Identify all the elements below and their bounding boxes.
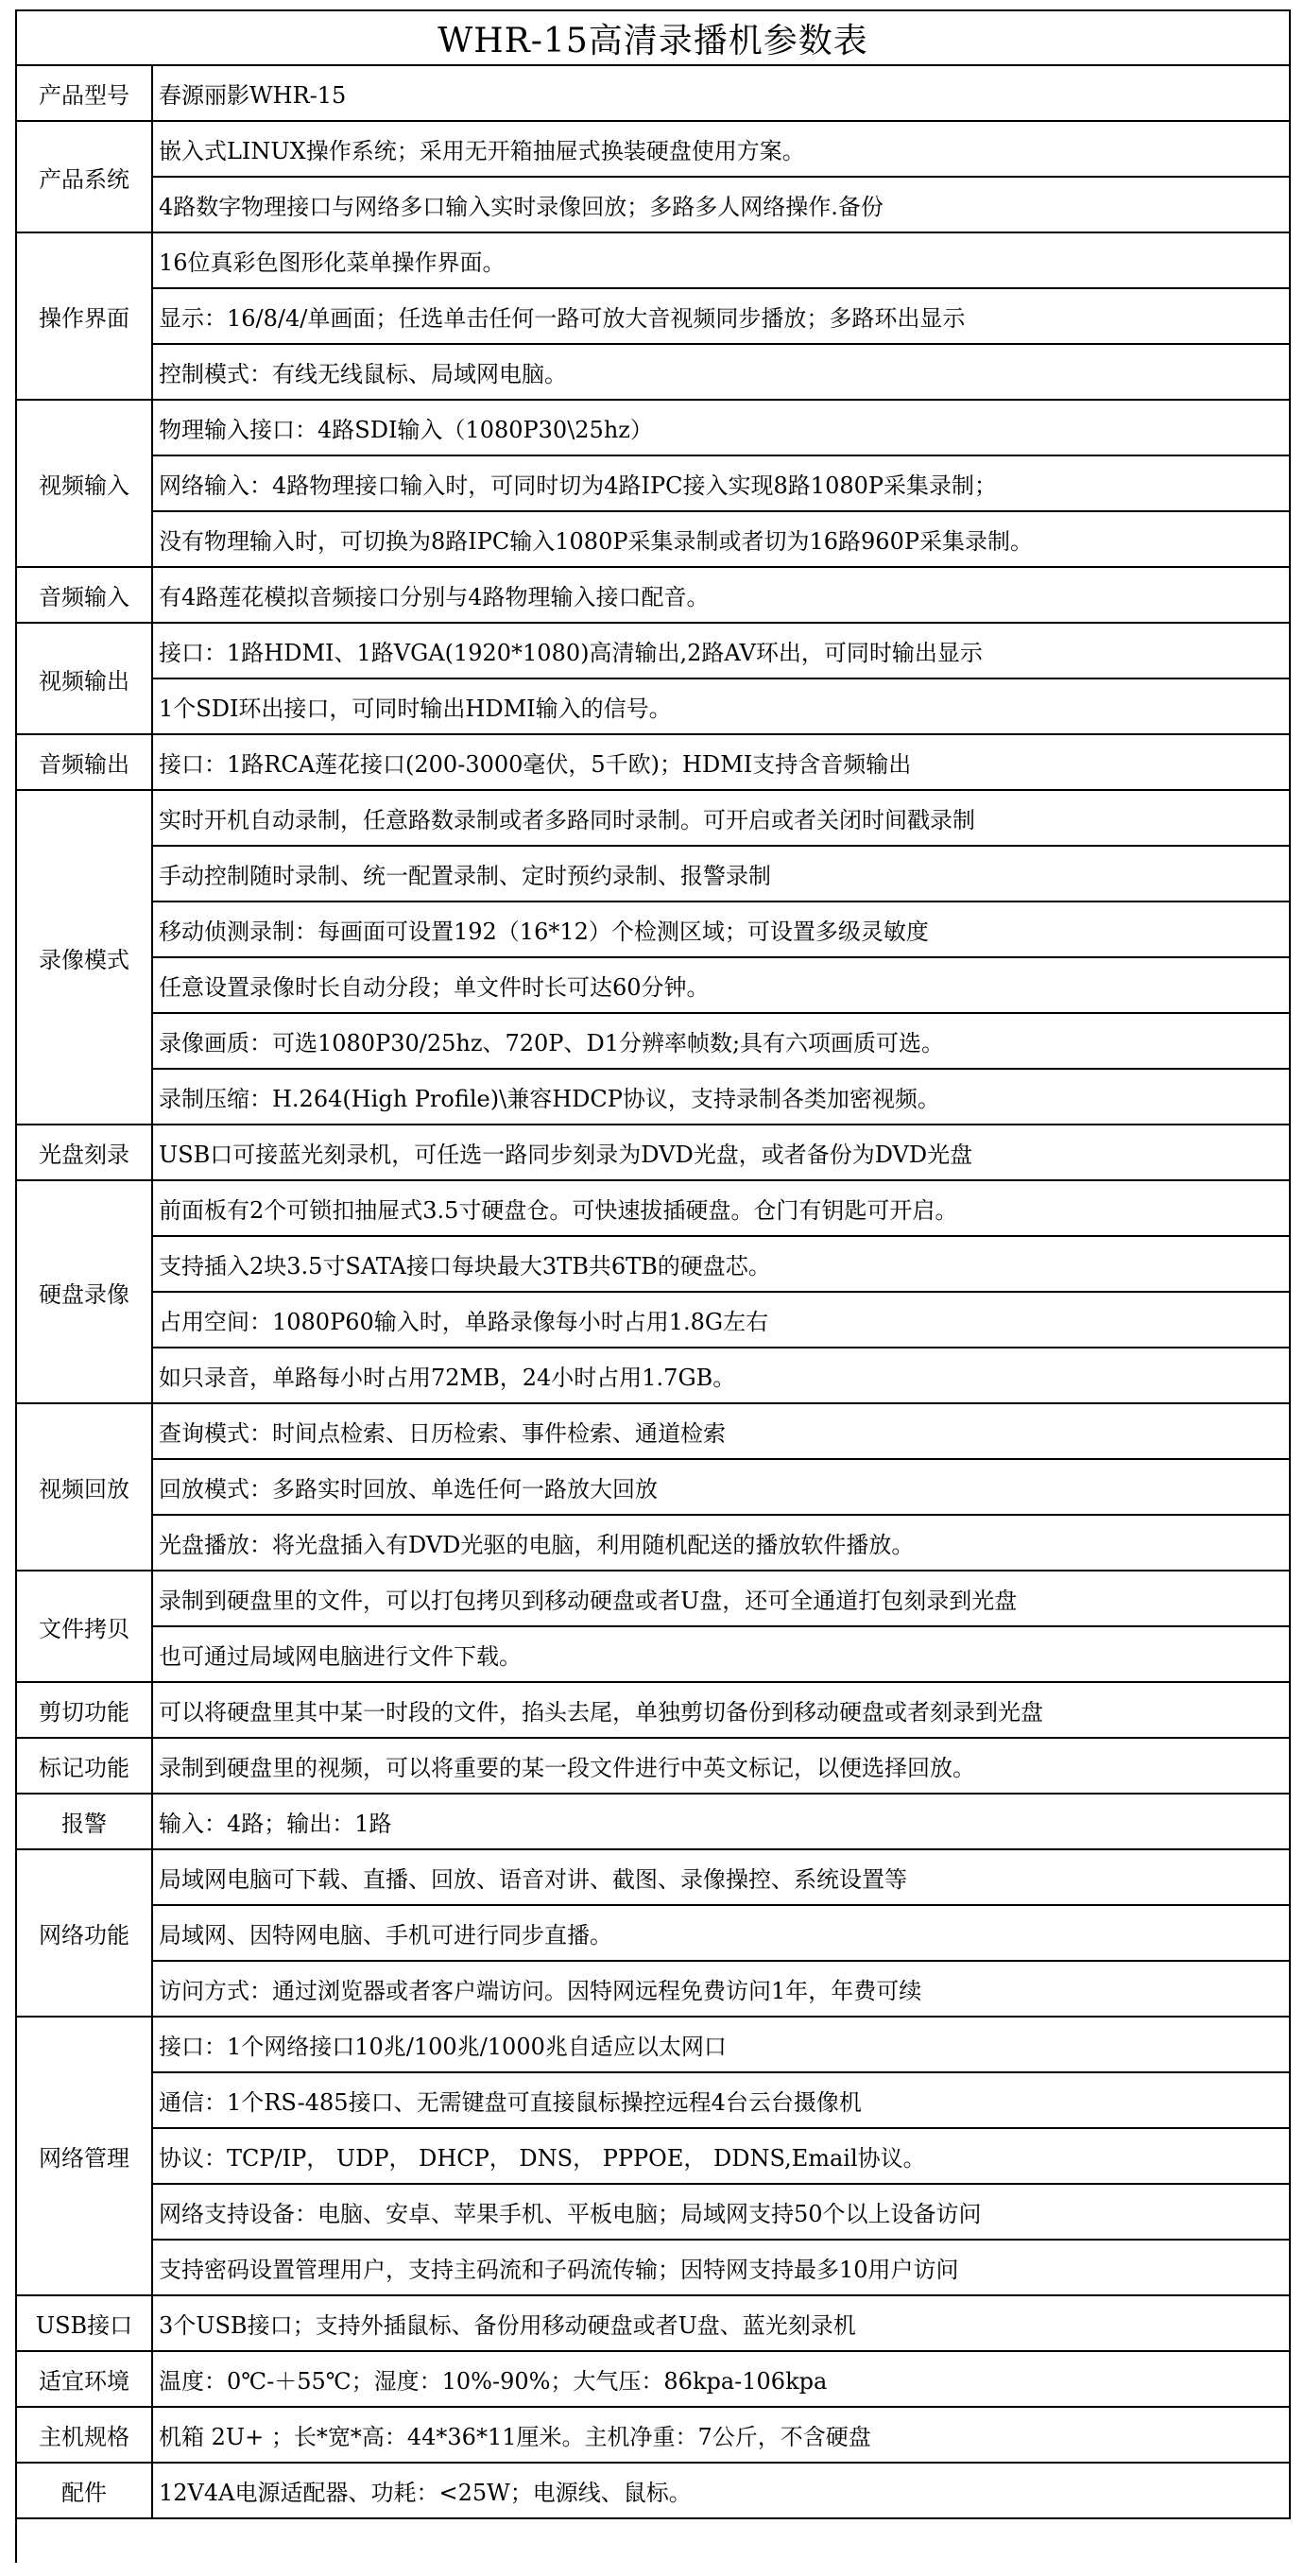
spec-section — [17, 568, 1291, 624]
section-label: 报警 — [17, 1795, 153, 1850]
section-lines — [153, 624, 1291, 735]
section-lines — [153, 568, 1291, 624]
spec-section — [17, 735, 1291, 791]
spec-line: 机箱 2U+ ；长*宽*高：44*36*11厘米。主机净重：7公斤，不含硬盘 — [153, 2408, 1291, 2464]
spec-line: USB口可接蓝光刻录机，可任选一路同步刻录为DVD光盘，或者备份为DVD光盘 — [153, 1125, 1291, 1181]
spec-line: 移动侦测录制：每画面可设置192（16*12）个检测区域；可设置多级灵敏度 — [153, 902, 1291, 958]
section-lines — [153, 2408, 1291, 2464]
spec-section — [17, 233, 1291, 401]
section-lines — [153, 1571, 1291, 1683]
spec-line: 占用空间：1080P60输入时，单路录像每小时占用1.8G左右 — [153, 1293, 1291, 1348]
spec-line: 如只录音，单路每小时占用72MB，24小时占用1.7GB。 — [153, 1348, 1291, 1404]
spec-line: 1个SDI环出接口，可同时输出HDMI输入的信号。 — [153, 679, 1291, 735]
section-lines — [153, 2464, 1291, 2519]
spec-line: 录制压缩：H.264(High Profile)\兼容HDCP协议，支持录制各类加密视频。 — [153, 1070, 1291, 1125]
section-lines — [153, 233, 1291, 401]
spec-line: 嵌入式LINUX操作系统；采用无开箱抽屉式换装硬盘使用方案。 — [153, 122, 1291, 178]
spec-line: 录制到硬盘里的视频，可以将重要的某一段文件进行中英文标记，以便选择回放。 — [153, 1739, 1291, 1795]
spec-table — [15, 9, 1291, 2563]
section-label: 网络功能 — [17, 1850, 153, 2018]
section-lines — [153, 2296, 1291, 2352]
table-body — [17, 66, 1291, 2519]
spec-line: 回放模式：多路实时回放、单选任何一路放大回放 — [153, 1460, 1291, 1516]
spec-line: 网络支持设备：电脑、安卓、苹果手机、平板电脑；局域网支持50个以上设备访问 — [153, 2185, 1291, 2241]
spec-line: 显示：16/8/4/单画面；任选单击任何一路可放大音视频同步播放；多路环出显示 — [153, 289, 1291, 345]
section-label: 音频输出 — [17, 735, 153, 791]
spec-section — [17, 791, 1291, 1125]
spec-section — [17, 1571, 1291, 1683]
section-lines — [153, 791, 1291, 1125]
spec-section — [17, 66, 1291, 122]
section-lines — [153, 1404, 1291, 1571]
spec-line: 录制到硬盘里的文件，可以打包拷贝到移动硬盘或者U盘，还可全通道打包刻录到光盘 — [153, 1571, 1291, 1627]
spec-line: 没有物理输入时，可切换为8路IPC输入1080P采集录制或者切为16路960P采集录制。 — [153, 512, 1291, 568]
spec-section — [17, 2296, 1291, 2352]
section-lines — [153, 1739, 1291, 1795]
spec-line: 输入：4路；输出：1路 — [153, 1795, 1291, 1850]
section-label: 视频回放 — [17, 1404, 153, 1571]
spec-line: 控制模式：有线无线鼠标、局域网电脑。 — [153, 345, 1291, 401]
spec-section — [17, 2018, 1291, 2296]
section-label: USB接口 — [17, 2296, 153, 2352]
spec-section — [17, 1181, 1291, 1404]
spec-line: 访问方式：通过浏览器或者客户端访问。因特网远程免费访问1年，年费可续 — [153, 1962, 1291, 2018]
section-label: 视频输入 — [17, 401, 153, 568]
spec-line: 网络输入：4路物理接口输入时，可同时切为4路IPC接入实现8路1080P采集录制； — [153, 456, 1291, 512]
spec-section — [17, 1125, 1291, 1181]
spec-section — [17, 1404, 1291, 1571]
section-label: 光盘刻录 — [17, 1125, 153, 1181]
spec-line: 实时开机自动录制，任意路数录制或者多路同时录制。可开启或者关闭时间戳录制 — [153, 791, 1291, 847]
section-label: 标记功能 — [17, 1739, 153, 1795]
section-label: 配件 — [17, 2464, 153, 2519]
section-lines — [153, 1795, 1291, 1850]
section-label: 适宜环境 — [17, 2352, 153, 2408]
spec-section — [17, 2408, 1291, 2464]
section-lines — [153, 735, 1291, 791]
section-label: 硬盘录像 — [17, 1181, 153, 1404]
section-lines — [153, 1850, 1291, 2018]
spec-line: 可以将硬盘里其中某一时段的文件，掐头去尾，单独剪切备份到移动硬盘或者刻录到光盘 — [153, 1683, 1291, 1739]
section-lines — [153, 2352, 1291, 2408]
spec-line: 温度：0℃-＋55℃；湿度：10%-90%；大气压：86kpa-106kpa — [153, 2352, 1291, 2408]
section-label: 录像模式 — [17, 791, 153, 1125]
spec-section — [17, 1739, 1291, 1795]
spec-section — [17, 1683, 1291, 1739]
section-lines — [153, 1181, 1291, 1404]
spec-section — [17, 624, 1291, 735]
spec-line: 局域网、因特网电脑、手机可进行同步直播。 — [153, 1906, 1291, 1962]
section-label: 操作界面 — [17, 233, 153, 401]
section-label: 音频输入 — [17, 568, 153, 624]
section-label: 网络管理 — [17, 2018, 153, 2296]
spec-line: 支持密码设置管理用户，支持主码流和子码流传输；因特网支持最多10用户访问 — [153, 2241, 1291, 2296]
spec-section — [17, 401, 1291, 568]
section-lines — [153, 401, 1291, 568]
spec-line: 12V4A电源适配器、功耗：<25W；电源线、鼠标。 — [153, 2464, 1291, 2519]
section-label: 视频输出 — [17, 624, 153, 735]
spec-section — [17, 2464, 1291, 2519]
spec-line: 3个USB接口；支持外插鼠标、备份用移动硬盘或者U盘、蓝光刻录机 — [153, 2296, 1291, 2352]
table-title: WHR-15高清录播机参数表 — [17, 11, 1291, 66]
spec-line: 录像画质：可选1080P30/25hz、720P、D1分辨率帧数;具有六项画质可选。 — [153, 1014, 1291, 1070]
spec-line: 通信：1个RS-485接口、无需键盘可直接鼠标操控远程4台云台摄像机 — [153, 2073, 1291, 2129]
section-label: 主机规格 — [17, 2408, 153, 2464]
spec-section — [17, 2352, 1291, 2408]
spec-line: 前面板有2个可锁扣抽屉式3.5寸硬盘仓。可快速拔插硬盘。仓门有钥匙可开启。 — [153, 1181, 1291, 1237]
spec-line: 也可通过局域网电脑进行文件下载。 — [153, 1627, 1291, 1683]
spec-line: 光盘播放：将光盘插入有DVD光驱的电脑，利用随机配送的播放软件播放。 — [153, 1516, 1291, 1571]
spec-line: 16位真彩色图形化菜单操作界面。 — [153, 233, 1291, 289]
spec-section — [17, 1795, 1291, 1850]
spec-line: 接口：1路RCA莲花接口(200-3000毫伏，5千欧)；HDMI支持含音频输出 — [153, 735, 1291, 791]
spec-line: 支持插入2块3.5寸SATA接口每块最大3TB共6TB的硬盘芯。 — [153, 1237, 1291, 1293]
spec-line: 有4路莲花模拟音频接口分别与4路物理输入接口配音。 — [153, 568, 1291, 624]
section-lines — [153, 122, 1291, 233]
section-label: 文件拷贝 — [17, 1571, 153, 1683]
spec-section — [17, 1850, 1291, 2018]
section-label: 产品系统 — [17, 122, 153, 233]
section-label: 剪切功能 — [17, 1683, 153, 1739]
section-lines — [153, 1683, 1291, 1739]
section-lines — [153, 66, 1291, 122]
spec-line: 局域网电脑可下载、直播、回放、语音对讲、截图、录像操控、系统设置等 — [153, 1850, 1291, 1906]
spec-line: 接口：1路HDMI、1路VGA(1920*1080)高清输出,2路AV环出，可同时输出显示 — [153, 624, 1291, 679]
spec-section — [17, 122, 1291, 233]
spec-line: 查询模式：时间点检索、日历检索、事件检索、通道检索 — [153, 1404, 1291, 1460]
section-lines — [153, 2018, 1291, 2296]
spec-line: 手动控制随时录制、统一配置录制、定时预约录制、报警录制 — [153, 847, 1291, 902]
section-lines — [153, 1125, 1291, 1181]
section-label: 产品型号 — [17, 66, 153, 122]
spec-line: 4路数字物理接口与网络多口输入实时录像回放；多路多人网络操作.备份 — [153, 178, 1291, 233]
spec-line: 春源丽影WHR-15 — [153, 66, 1291, 122]
spec-line: 任意设置录像时长自动分段；单文件时长可达60分钟。 — [153, 958, 1291, 1014]
spec-line: 接口：1个网络接口10兆/100兆/1000兆自适应以太网口 — [153, 2018, 1291, 2073]
spec-line: 物理输入接口：4路SDI输入（1080P30\25hz） — [153, 401, 1291, 456]
spec-line: 协议：TCP/IP， UDP， DHCP， DNS， PPPOE， DDNS,Email协议。 — [153, 2129, 1291, 2185]
